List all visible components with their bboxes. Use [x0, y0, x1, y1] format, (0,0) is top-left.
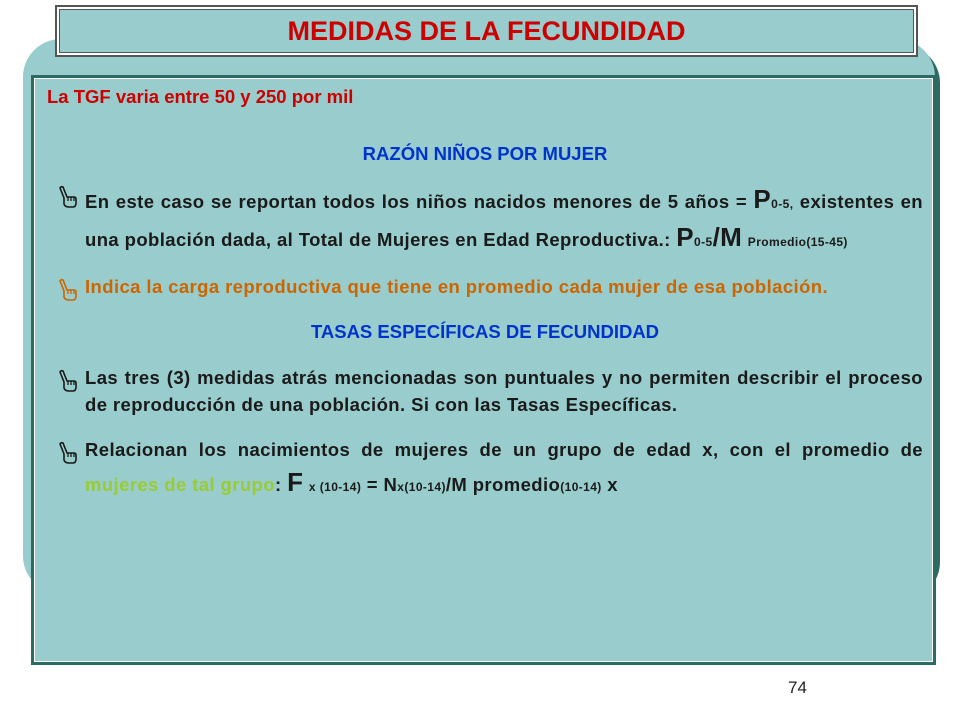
bullet-carga-reproductiva — [47, 274, 923, 301]
bullet-text: Las tres (3) medidas atrás mencionadas son puntuales y no permiten describir el proceso de reproducción de una población. Si con las Tasas Específicas. — [85, 367, 923, 415]
formula-n: = N — [366, 473, 398, 495]
highlight-text: mujeres de tal grupo — [85, 473, 275, 495]
hand-pointer-icon — [55, 441, 79, 465]
bullet-text: Indica la carga reproductiva que tiene en promedio cada mujer de esa población. — [85, 276, 829, 298]
slide-title: MEDIDAS DE LA FECUNDIDAD — [287, 15, 686, 46]
page-number: 74 — [788, 678, 807, 697]
formula-m: /M promedio — [445, 473, 561, 495]
hand-pointer-icon — [55, 369, 79, 393]
bullet-relacionan-nacimientos — [47, 437, 923, 502]
bullet-razon-definition — [47, 181, 923, 256]
formula-f: F — [287, 466, 304, 497]
bullet-text: En este caso se reportan todos los niños nacidos menores de 5 años = — [85, 191, 748, 212]
section-heading-razon: RAZÓN NIÑOS POR MUJER — [362, 143, 608, 164]
formula-subscript: x (10-14) — [308, 479, 362, 494]
intro-text: La TGF varia entre 50 y 250 por mil — [47, 86, 354, 107]
formula-subscript: 0-5 — [694, 234, 713, 249]
section-heading-tasas: TASAS ESPECÍFICAS DE FECUNDIDAD — [310, 321, 660, 343]
title-box — [55, 5, 918, 57]
bullet-medidas-puntuales — [47, 365, 923, 419]
hand-pointer-icon — [55, 278, 79, 302]
bullet-text: Relacionan los nacimientos de mujeres de un grupo de edad x, con el promedio de — [85, 438, 923, 460]
hand-pointer-icon — [55, 185, 79, 209]
formula-subscript: x(10-14) — [397, 479, 446, 494]
bullet-text: : — [274, 473, 282, 495]
formula-subscript: 0-5, — [771, 197, 794, 211]
slide-content — [47, 86, 923, 501]
formula-subscript: Promedio(15-45) — [747, 234, 848, 249]
formula-x: x — [607, 473, 618, 495]
formula-m: /M — [712, 221, 743, 252]
formula-p: P — [753, 184, 772, 214]
formula-subscript: (10-14) — [560, 479, 602, 494]
bullet-text: existentes en una población dada, al Total de Mujeres en Edad Reproductiva.: — [85, 191, 923, 250]
formula-p: P — [676, 221, 695, 252]
